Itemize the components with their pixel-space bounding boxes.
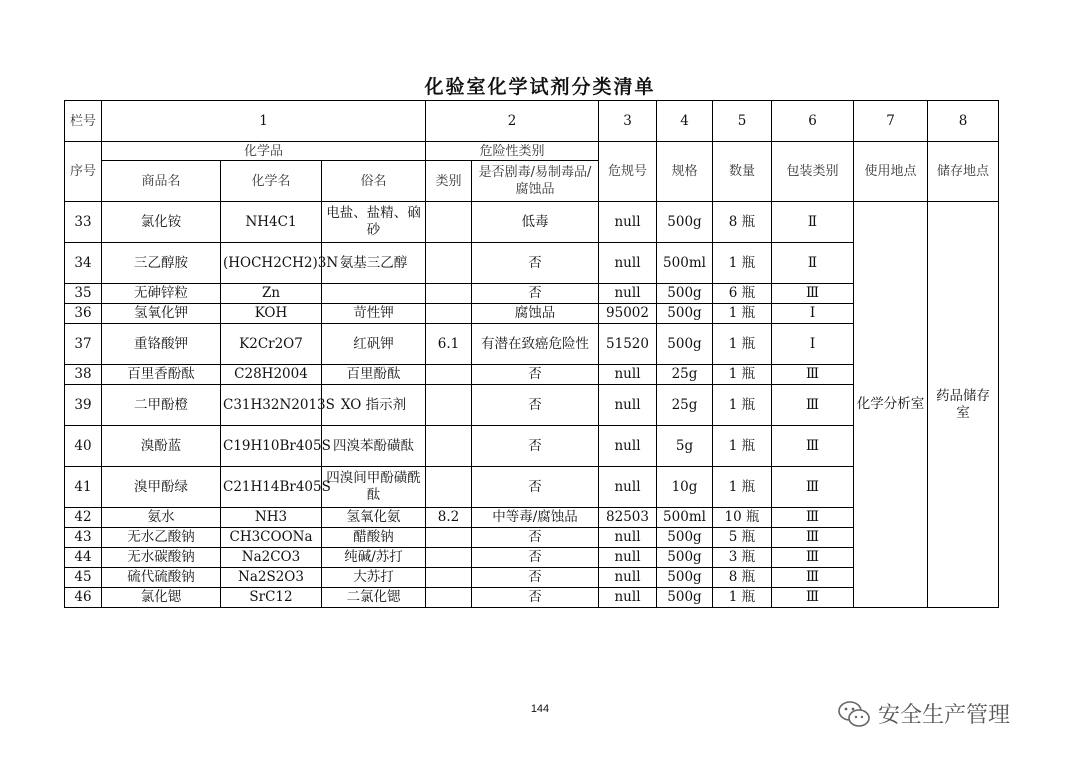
trade-name-cell: 氯化铵 (102, 202, 221, 243)
packaging-class-cell: Ⅲ (772, 284, 854, 304)
toxic-flag-cell: 否 (472, 568, 599, 588)
packaging-class-cell: Ⅲ (772, 365, 854, 385)
common-name-cell: 苛性钾 (322, 304, 426, 324)
common-name-cell: 四溴间甲酚磺酰酞 (322, 467, 426, 508)
spec-cell: 500g (657, 568, 713, 588)
quantity-cell: 5 瓶 (713, 528, 772, 548)
hazard-number-cell: null (599, 385, 657, 426)
toxic-flag-cell: 否 (472, 284, 599, 304)
packaging-class-cell: Ⅰ (772, 304, 854, 324)
row-number-cell: 45 (65, 568, 102, 588)
watermark (836, 698, 1010, 729)
trade-name-cell: 无砷锌粒 (102, 284, 221, 304)
spec-cell: 500g (657, 202, 713, 243)
trade-name-cell: 三乙醇胺 (102, 243, 221, 284)
chemical-name-cell: Na2S2O3 (221, 568, 322, 588)
packaging-class-cell: Ⅲ (772, 588, 854, 608)
quantity-cell: 3 瓶 (713, 548, 772, 568)
document-title: 化验室化学试剂分类清单 (424, 76, 656, 98)
spec-cell: 25g (657, 385, 713, 426)
storage-location-cell: 药品储存室 (928, 202, 999, 608)
header-spec: 规格 (657, 142, 713, 202)
packaging-class-cell: Ⅲ (772, 568, 854, 588)
hazard-category-cell (426, 548, 472, 568)
row-number-cell: 37 (65, 324, 102, 365)
common-name-cell: 醋酸钠 (322, 528, 426, 548)
hazard-category-cell (426, 243, 472, 284)
spec-cell: 500g (657, 324, 713, 365)
toxic-flag-cell: 否 (472, 588, 599, 608)
common-name-cell: 氢氧化氨 (322, 508, 426, 528)
packaging-class-cell: Ⅲ (772, 508, 854, 528)
reagent-table (64, 100, 999, 608)
trade-name-cell: 无水碳酸钠 (102, 548, 221, 568)
hazard-number-cell: null (599, 467, 657, 508)
hazard-number-cell: null (599, 284, 657, 304)
toxic-flag-cell: 否 (472, 365, 599, 385)
chemical-name-cell: (HOCH2CH2)3N (221, 243, 322, 284)
row-number-cell: 46 (65, 588, 102, 608)
header-col-2: 2 (426, 101, 599, 142)
table-row (65, 202, 999, 243)
toxic-flag-cell: 有潜在致癌危险性 (472, 324, 599, 365)
row-number-cell: 41 (65, 467, 102, 508)
quantity-cell: 1 瓶 (713, 426, 772, 467)
header-category: 类别 (426, 161, 472, 202)
hazard-number-cell: null (599, 426, 657, 467)
toxic-flag-cell: 否 (472, 467, 599, 508)
chemical-name-cell: SrC12 (221, 588, 322, 608)
spec-cell: 25g (657, 365, 713, 385)
header-trade-name: 商品名 (102, 161, 221, 202)
packaging-class-cell: Ⅲ (772, 467, 854, 508)
trade-name-cell: 氨水 (102, 508, 221, 528)
trade-name-cell: 硫代硫酸钠 (102, 568, 221, 588)
common-name-cell: 百里酚酞 (322, 365, 426, 385)
hazard-category-cell: 6.1 (426, 324, 472, 365)
spec-cell: 500g (657, 304, 713, 324)
quantity-cell: 1 瓶 (713, 588, 772, 608)
trade-name-cell: 二甲酚橙 (102, 385, 221, 426)
header-col-4: 4 (657, 101, 713, 142)
header-col-6: 6 (772, 101, 854, 142)
hazard-category-cell (426, 365, 472, 385)
quantity-cell: 6 瓶 (713, 284, 772, 304)
header-col-1: 1 (102, 101, 426, 142)
header-row-numbers (65, 101, 999, 142)
header-use-location: 使用地点 (854, 142, 928, 202)
common-name-cell: 大苏打 (322, 568, 426, 588)
packaging-class-cell: Ⅲ (772, 426, 854, 467)
trade-name-cell: 氢氧化钾 (102, 304, 221, 324)
quantity-cell: 1 瓶 (713, 243, 772, 284)
hazard-number-cell: 82503 (599, 508, 657, 528)
header-packaging: 包装类别 (772, 142, 854, 202)
chemical-name-cell: CH3COONa (221, 528, 322, 548)
row-number-cell: 34 (65, 243, 102, 284)
hazard-category-cell (426, 426, 472, 467)
common-name-cell: 氨基三乙醇 (322, 243, 426, 284)
hazard-category-cell (426, 568, 472, 588)
hazard-category-cell (426, 202, 472, 243)
spec-cell: 500g (657, 548, 713, 568)
common-name-cell: XO 指示剂 (322, 385, 426, 426)
hazard-number-cell: null (599, 528, 657, 548)
hazard-category-cell (426, 588, 472, 608)
trade-name-cell: 溴酚蓝 (102, 426, 221, 467)
common-name-cell: 四溴苯酚磺酞 (322, 426, 426, 467)
page-number: 144 (530, 703, 550, 715)
common-name-cell: 电盐、盐精、硇砂 (322, 202, 426, 243)
header-hazard: 危险性类别 (426, 142, 599, 161)
quantity-cell: 10 瓶 (713, 508, 772, 528)
hazard-number-cell: null (599, 548, 657, 568)
use-location-cell: 化学分析室 (854, 202, 928, 608)
header-common-name: 俗名 (322, 161, 426, 202)
spec-cell: 500ml (657, 508, 713, 528)
trade-name-cell: 氯化锶 (102, 588, 221, 608)
chemical-name-cell: C19H10Br405S (221, 426, 322, 467)
spec-cell: 500g (657, 528, 713, 548)
wechat-icon (836, 699, 872, 729)
hazard-category-cell (426, 385, 472, 426)
header-toxic-flag: 是否剧毒/易制毒品/腐蚀品 (472, 161, 599, 202)
hazard-number-cell: null (599, 568, 657, 588)
hazard-number-cell: null (599, 243, 657, 284)
row-number-cell: 36 (65, 304, 102, 324)
header-quantity: 数量 (713, 142, 772, 202)
toxic-flag-cell: 否 (472, 548, 599, 568)
spec-cell: 500ml (657, 243, 713, 284)
header-col-3: 3 (599, 101, 657, 142)
toxic-flag-cell: 低毒 (472, 202, 599, 243)
chemical-name-cell: C21H14Br405S (221, 467, 322, 508)
toxic-flag-cell: 否 (472, 385, 599, 426)
common-name-cell: 二氯化锶 (322, 588, 426, 608)
header-hazard-no: 危规号 (599, 142, 657, 202)
chemical-name-cell: K2Cr2O7 (221, 324, 322, 365)
row-number-cell: 40 (65, 426, 102, 467)
toxic-flag-cell: 否 (472, 426, 599, 467)
chemical-name-cell: Na2CO3 (221, 548, 322, 568)
row-number-cell: 44 (65, 548, 102, 568)
chemical-name-cell: KOH (221, 304, 322, 324)
hazard-category-cell (426, 304, 472, 324)
spec-cell: 5g (657, 426, 713, 467)
quantity-cell: 1 瓶 (713, 467, 772, 508)
header-col-5: 5 (713, 101, 772, 142)
hazard-number-cell: 95002 (599, 304, 657, 324)
hazard-number-cell: null (599, 588, 657, 608)
spec-cell: 500g (657, 284, 713, 304)
hazard-number-cell: null (599, 202, 657, 243)
packaging-class-cell: Ⅲ (772, 528, 854, 548)
row-number-cell: 33 (65, 202, 102, 243)
toxic-flag-cell: 否 (472, 528, 599, 548)
quantity-cell: 1 瓶 (713, 304, 772, 324)
toxic-flag-cell: 否 (472, 243, 599, 284)
header-chem-name: 化学名 (221, 161, 322, 202)
row-number-cell: 42 (65, 508, 102, 528)
hazard-category-cell (426, 284, 472, 304)
row-number-cell: 38 (65, 365, 102, 385)
packaging-class-cell: Ⅱ (772, 243, 854, 284)
header-xu-hao: 序号 (65, 142, 102, 202)
header-storage-location: 储存地点 (928, 142, 999, 202)
header-lan-hao: 栏号 (65, 101, 102, 142)
row-number-cell: 35 (65, 284, 102, 304)
trade-name-cell: 百里香酚酞 (102, 365, 221, 385)
trade-name-cell: 无水乙酸钠 (102, 528, 221, 548)
row-number-cell: 39 (65, 385, 102, 426)
common-name-cell (322, 284, 426, 304)
toxic-flag-cell: 中等毒/腐蚀品 (472, 508, 599, 528)
header-col-7: 7 (854, 101, 928, 142)
spec-cell: 500g (657, 588, 713, 608)
chemical-name-cell: NH3 (221, 508, 322, 528)
toxic-flag-cell: 腐蚀品 (472, 304, 599, 324)
hazard-category-cell: 8.2 (426, 508, 472, 528)
common-name-cell: 纯碱/苏打 (322, 548, 426, 568)
packaging-class-cell: Ⅲ (772, 548, 854, 568)
header-col-8: 8 (928, 101, 999, 142)
quantity-cell: 8 瓶 (713, 568, 772, 588)
hazard-number-cell: 51520 (599, 324, 657, 365)
watermark-text: 安全生产管理 (878, 703, 1011, 728)
chemical-name-cell: C28H2004 (221, 365, 322, 385)
header-chemical: 化学品 (102, 142, 426, 161)
chemical-name-cell: Zn (221, 284, 322, 304)
packaging-class-cell: Ⅱ (772, 202, 854, 243)
hazard-category-cell (426, 467, 472, 508)
quantity-cell: 1 瓶 (713, 324, 772, 365)
hazard-number-cell: null (599, 365, 657, 385)
chemical-name-cell: C31H32N2013S (221, 385, 322, 426)
packaging-class-cell: Ⅰ (772, 324, 854, 365)
row-number-cell: 43 (65, 528, 102, 548)
trade-name-cell: 溴甲酚绿 (102, 467, 221, 508)
trade-name-cell: 重铬酸钾 (102, 324, 221, 365)
common-name-cell: 红矾钾 (322, 324, 426, 365)
header-row-groups (65, 142, 999, 161)
quantity-cell: 1 瓶 (713, 365, 772, 385)
packaging-class-cell: Ⅲ (772, 385, 854, 426)
quantity-cell: 8 瓶 (713, 202, 772, 243)
hazard-category-cell (426, 528, 472, 548)
quantity-cell: 1 瓶 (713, 385, 772, 426)
spec-cell: 10g (657, 467, 713, 508)
chemical-name-cell: NH4C1 (221, 202, 322, 243)
